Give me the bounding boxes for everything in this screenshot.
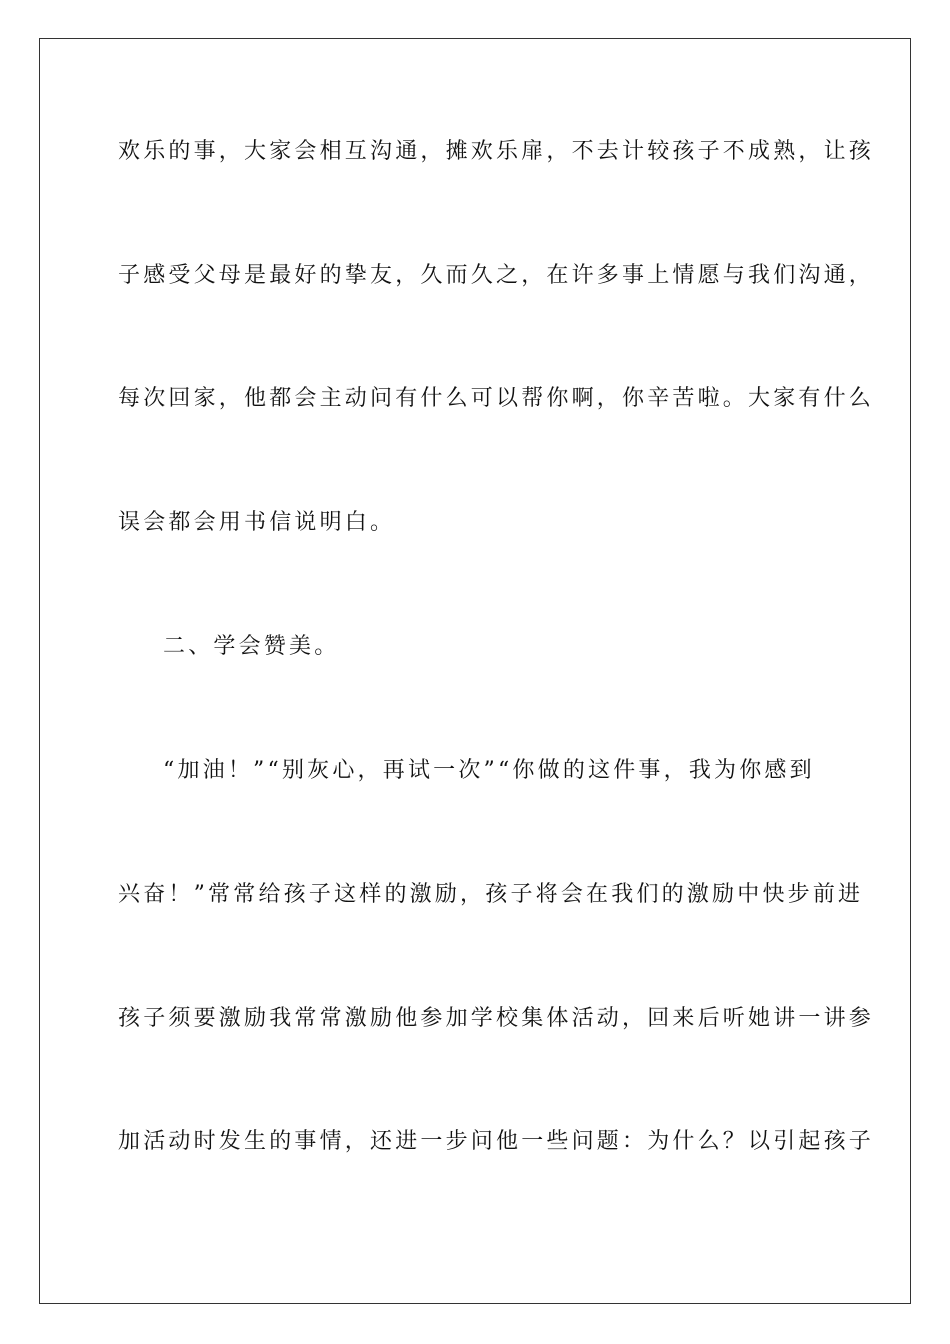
section-heading: 二、学会赞美。 bbox=[163, 634, 340, 659]
paragraph-first-line: “加油！”“别灰心，再试一次”“你做的这件事，我为你感到 bbox=[163, 758, 815, 783]
body-text-line: 欢乐的事，大家会相互沟通，摊欢乐扉，不去计较孩子不成熟，让孩 bbox=[118, 139, 875, 164]
body-text-line: 子感受父母是最好的挚友，久而久之，在许多事上情愿与我们沟通， bbox=[118, 263, 875, 288]
body-text-line: 兴奋！”常常给孩子这样的激励，孩子将会在我们的激励中快步前进 bbox=[118, 882, 864, 907]
body-text-line: 误会都会用书信说明白。 bbox=[118, 510, 396, 535]
body-text-line: 孩子须要激励我常常激励他参加学校集体活动，回来后听她讲一讲参 bbox=[118, 1006, 875, 1031]
body-text-line: 加活动时发生的事情，还进一步问他一些问题：为什么？以引起孩子 bbox=[118, 1129, 875, 1154]
page-border bbox=[39, 38, 911, 1304]
body-text-line: 每次回家，他都会主动问有什么可以帮你啊，你辛苦啦。大家有什么 bbox=[118, 386, 875, 411]
